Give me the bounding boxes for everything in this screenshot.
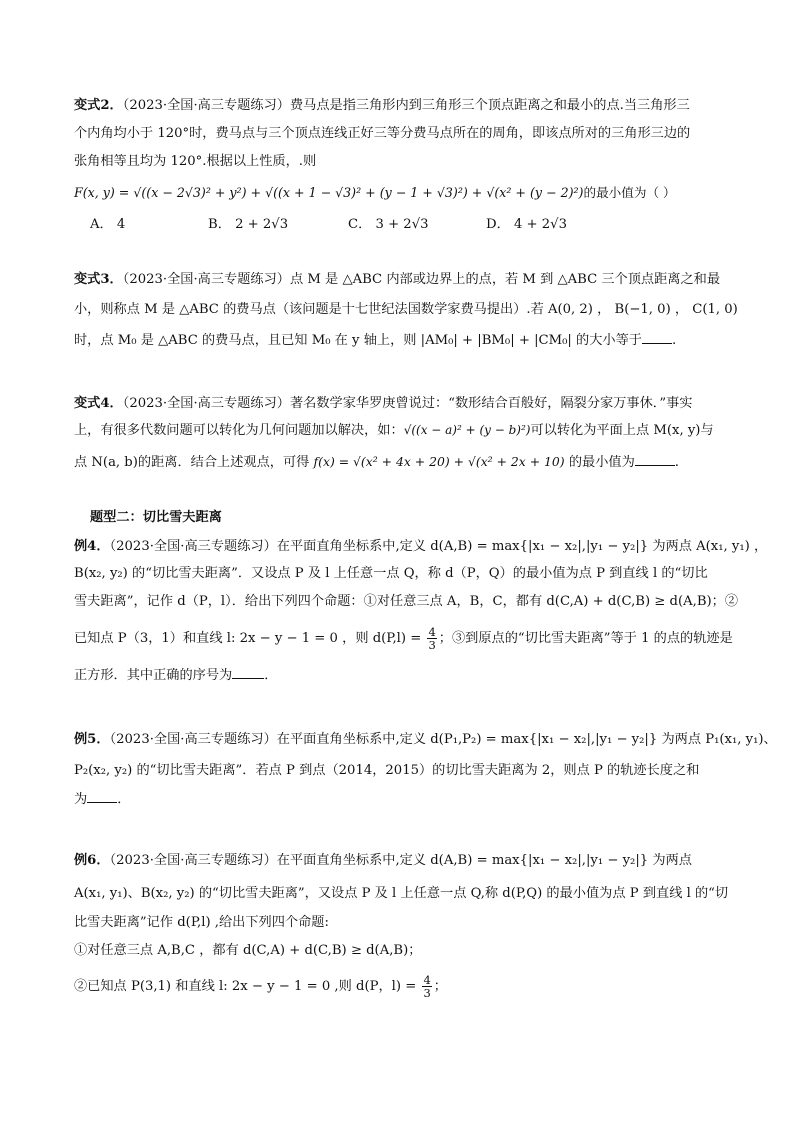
v3-line1 — [74, 270, 720, 290]
e5-line1 — [74, 730, 777, 750]
e6-source: （2023·全国·高三专题练习） — [109, 853, 277, 868]
v3-label: 变式3． — [74, 272, 123, 287]
v2-line1 — [74, 96, 690, 116]
e5-line3 — [74, 790, 130, 810]
v2-option-a[interactable] — [90, 215, 125, 235]
v4-label: 变式4． — [74, 396, 123, 411]
v2-option-d[interactable] — [486, 215, 567, 235]
v4-end: . — [674, 455, 679, 470]
v4-text1: 著名数学家华罗庚曾说过：“数形结合百般好，隔裂分家万事休．”事实 — [289, 396, 693, 411]
v2-line2: 个内角均小于 120°时，费马点与三个顶点连线正好三等分费马点所在的周角，即该点所对的三角形三边的 — [74, 126, 691, 141]
answer-blank[interactable] — [642, 331, 672, 344]
e6-line3: 比雪夫距离”记作 d(P,l) ,给出下列四个命题: — [74, 915, 329, 930]
e5-text3: 为 — [74, 792, 88, 807]
v2-line3: 张角相等且均为 120°.根据以上性质，.则 — [74, 154, 317, 169]
v4-source: （2023·全国·高三专题练习） — [122, 396, 290, 411]
v4-text3b: 的最小值为 — [564, 455, 635, 470]
v3-source: （2023·全国·高三专题练习） — [122, 272, 290, 287]
e5-line2: P₂(x₂, y₂) 的“切比雪夫距离”．若点 P 到点（2014，2015）的切比雪夫距离为 2，则点 P 的轨迹长度之和 — [74, 763, 700, 778]
fraction-denominator: 3 — [423, 986, 431, 1000]
v3-line3 — [74, 331, 676, 351]
v2-tail: 的最小值为（ ） — [583, 185, 676, 200]
e4-line3: 雪夫距离”，记作 d（P，l）．给出下列四个命题：①对任意三点 A，B，C，都有 d(C,A) + d(C,B) ≥ d(A,B)；② — [74, 594, 739, 609]
e5-end: ． — [117, 792, 131, 807]
v2-option-b[interactable] — [208, 215, 288, 235]
v3-end: . — [671, 333, 677, 348]
e6-label: 例6． — [74, 853, 110, 868]
answer-blank[interactable] — [635, 453, 675, 466]
e4-text4b: ；③到原点的“切比雪夫距离”等于 1 的点的轨迹是 — [438, 631, 733, 646]
v4-text2a: 上，有很多代数问题可以转化为几何问题加以解决，如： — [74, 423, 404, 438]
e4-end: ． — [264, 668, 278, 683]
v2-source: （2023·全国·高三专题练习） — [122, 98, 290, 113]
option-key: C． — [348, 217, 372, 232]
e6-item1: ①对任意三点 A,B,C ，都有 d(C,A) + d(C,B) ≥ d(A,B)； — [74, 943, 422, 958]
e4-line4 — [74, 626, 733, 651]
option-value: 4 — [116, 217, 126, 232]
option-key: D． — [486, 217, 510, 232]
e4-text1: 在平面直角坐标系中,定义 d(A,B) = max{|x₁ − x₂|,|y₁ − y₂|} 为两点 A(x₁, y₁) ， — [276, 539, 768, 554]
e6-line2: A(x₁, y₁)、B(x₂, y₂) 的“切比雪夫距离”，又设点 P 及 l 上任意一点 Q,称 d(P,Q) 的最小值为点 P 到直线 l 的“切 — [74, 886, 729, 901]
e6-line1 — [74, 851, 692, 871]
v4-line1 — [74, 394, 693, 414]
e5-source: （2023·全国·高三专题练习） — [109, 732, 277, 747]
v2-formula-line — [74, 183, 676, 203]
e4-label: 例4． — [74, 539, 110, 554]
v4-text2b: 可以转化为平面上点 M(x, y)与 — [530, 423, 714, 438]
fraction-numerator: 4 — [423, 973, 431, 987]
fraction-denominator: 3 — [428, 638, 436, 652]
section-title: 题型二：切比雪夫距离 — [90, 510, 222, 525]
e6-text-item2b: ； — [433, 979, 447, 994]
e5-text1: 在平面直角坐标系中,定义 d(P₁,P₂) = max{|x₁ − x₂|,|y₁ − y₂|} 为两点 P₁(x₁, y₁)、 — [276, 732, 777, 747]
v2-text1: 费马点是指三角形内到三角形三个顶点距离之和最小的点.当三角形三 — [289, 98, 690, 113]
v3-text3: 时，点 M₀ 是 △ABC 的费马点，且已知 M₀ 在 y 轴上，则 |AM₀| + |BM₀| + |CM₀| 的大小等于 — [74, 333, 642, 348]
e4-line1 — [74, 537, 767, 557]
option-value: 4 + 2√3 — [513, 217, 567, 232]
e4-source: （2023·全国·高三专题练习） — [109, 539, 277, 554]
v3-text1: 点 M 是 △ABC 内部或边界上的点，若 M 到 △ABC 三个顶点距离之和最 — [289, 272, 721, 287]
fraction-numerator: 4 — [428, 625, 436, 639]
answer-blank[interactable] — [87, 790, 117, 803]
e6-text1: 在平面直角坐标系中,定义 d(A,B) = max{|x₁ − x₂|,|y₁ − y₂|} 为两点 — [276, 853, 692, 868]
option-key: A． — [90, 217, 113, 232]
e4-line2: B(x₂, y₂) 的“切比雪夫距离”．又设点 P 及 l 上任意一点 Q，称 d（P，Q）的最小值为点 P 到直线 l 的“切比 — [74, 566, 708, 581]
v4-formula2: f(x) = √(x² + 4x + 20) + √(x² + 2x + 10) — [313, 454, 565, 469]
v4-line3 — [74, 452, 679, 473]
v4-text3a: 点 N(a, b)的距离．结合上述观点，可得 — [74, 455, 314, 470]
v2-formula: F(x, y) = √((x − 2√3)² + y²) + √((x + 1 − √3)² + (y − 1 + √3)²) + √(x² + (y − 2)²) — [74, 185, 584, 200]
e4-text4a: 已知点 P（3，1）和直线 l: 2x − y − 1 = 0 ，则 d(P,l) = — [74, 631, 426, 646]
v4-formula1: √((x − a)² + (y − b)²) — [403, 423, 531, 437]
v2-option-c[interactable] — [348, 215, 429, 235]
e4-fraction — [427, 626, 436, 651]
e5-label: 例5． — [74, 732, 110, 747]
e4-line5 — [74, 666, 277, 686]
v4-line2 — [74, 420, 714, 441]
answer-blank[interactable] — [232, 666, 264, 679]
e6-text-item2a: ②已知点 P(3,1) 和直线 l: 2x − y − 1 = 0 ,则 d(P，l) = — [74, 979, 421, 994]
e6-item2 — [74, 974, 447, 999]
option-value: 2 + 2√3 — [235, 217, 289, 232]
v2-label: 变式2． — [74, 98, 123, 113]
option-key: B． — [208, 217, 231, 232]
e4-text5: 正方形．其中正确的序号为 — [74, 668, 233, 683]
option-value: 3 + 2√3 — [375, 217, 429, 232]
e6-fraction — [422, 974, 431, 999]
v3-line2: 小，则称点 M 是 △ABC 的费马点（该问题是十七世纪法国数学家费马提出）.若 A(0, 2) ， B(−1, 0) ， C(1, 0) — [74, 302, 738, 317]
